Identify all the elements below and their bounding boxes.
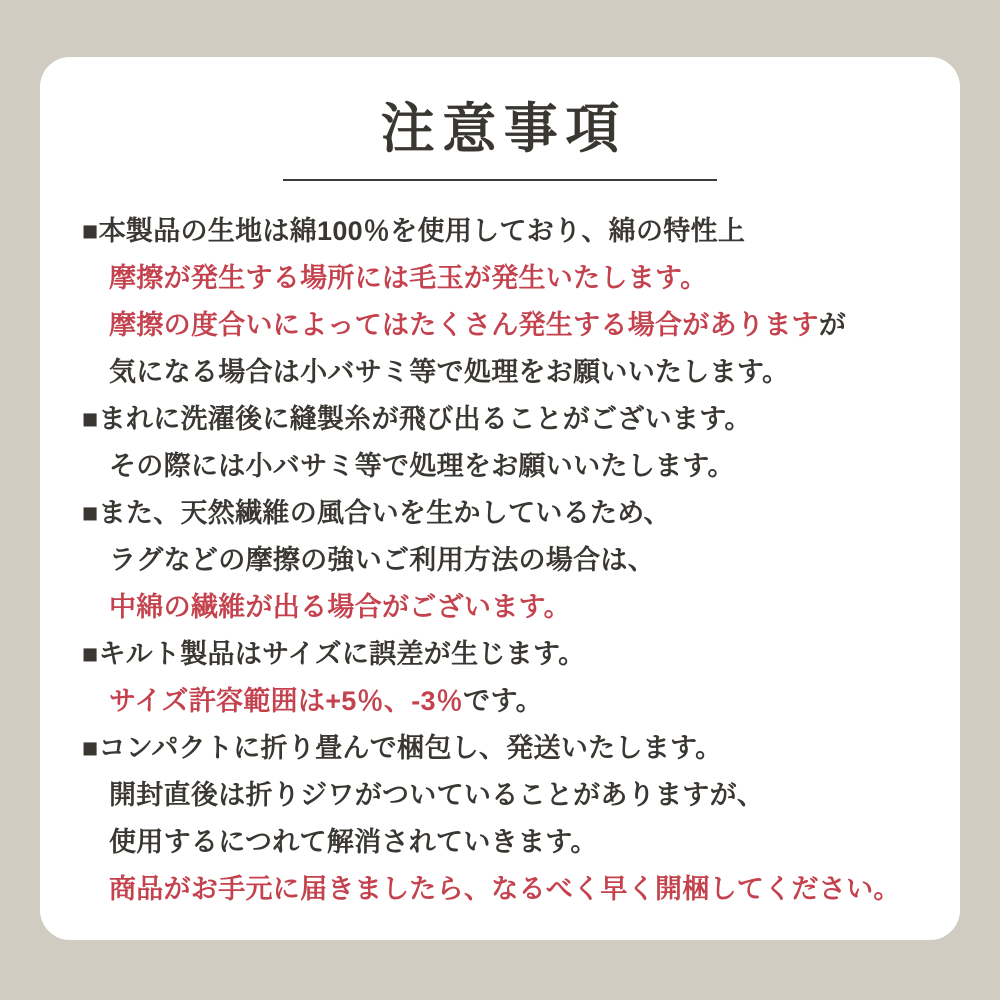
notice-line-bullet <box>82 208 930 255</box>
text-segment: が <box>818 310 847 340</box>
title-divider <box>283 179 717 181</box>
text-segment: 開封直後は折りジワがついていることがありますが、 <box>109 780 765 810</box>
text-segment: サイズ許容範囲は+5％、-3％ <box>109 686 464 716</box>
text-segment: ■本製品の生地は綿100％を使用しており、綿の特性上 <box>82 216 746 246</box>
text-segment: 商品がお手元に届きましたら、なるべく早く開梱してください。 <box>109 874 901 904</box>
notice-line-bullet <box>82 396 930 443</box>
notice-line <box>82 349 930 396</box>
notice-line <box>82 678 930 725</box>
notice-card <box>40 57 960 940</box>
text-segment: ■コンパクトに折り畳んで梱包し、発送いたします。 <box>82 733 723 763</box>
notice-line <box>82 866 930 913</box>
notice-line <box>82 443 930 490</box>
text-segment: その際には小バサミ等で処理をお願いいたします。 <box>109 451 735 481</box>
notice-line <box>82 819 930 866</box>
notice-line <box>82 255 930 302</box>
text-segment: 中綿の繊維が出る場合がございます。 <box>109 592 571 622</box>
text-segment: ■また、天然繊維の風合いを生かしているため、 <box>82 498 671 528</box>
notice-line <box>82 537 930 584</box>
text-segment: 摩擦が発生する場所には毛玉が発生いたします。 <box>109 263 708 293</box>
notice-line <box>82 302 930 349</box>
text-segment: ラグなどの摩擦の強いご利用方法の場合は、 <box>109 545 655 575</box>
notice-line <box>82 772 930 819</box>
text-segment: 気になる場合は小バサミ等で処理をお願いいたします。 <box>109 357 790 387</box>
text-segment: ■まれに洗濯後に縫製糸が飛び出ることがございます。 <box>82 404 752 434</box>
page-title: 注意事項 <box>380 99 627 159</box>
text-segment: です。 <box>463 686 543 716</box>
notice-line-bullet <box>82 631 930 678</box>
notice-line <box>82 584 930 631</box>
notice-line-bullet <box>82 725 930 772</box>
notice-line-bullet <box>82 490 930 537</box>
text-segment: ■キルト製品はサイズに誤差が生じます。 <box>82 639 586 669</box>
text-segment: 摩擦の度合いによってはたくさん発生する場合があります <box>109 310 819 340</box>
text-segment: 使用するにつれて解消されていきます。 <box>109 827 598 857</box>
notice-body <box>40 208 960 913</box>
